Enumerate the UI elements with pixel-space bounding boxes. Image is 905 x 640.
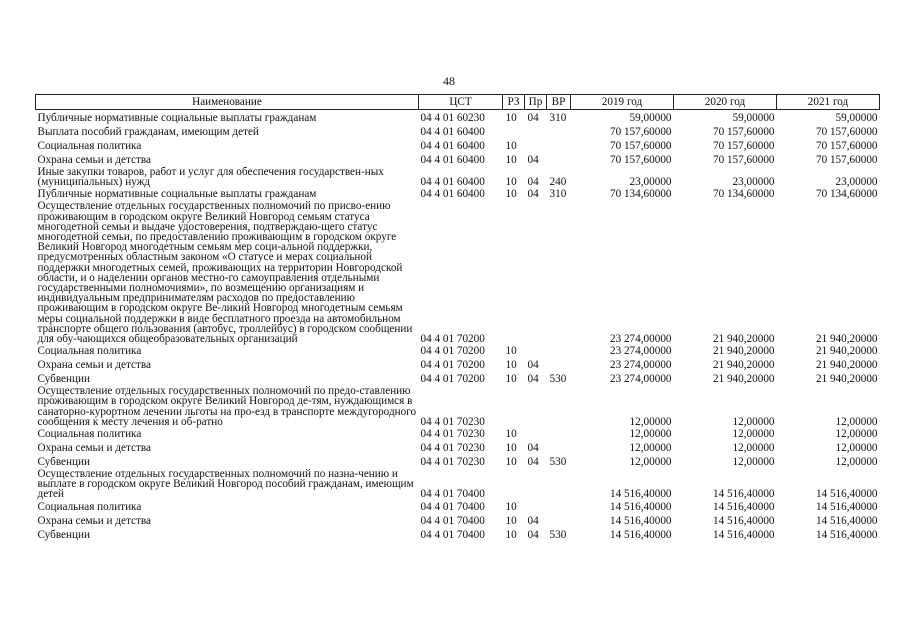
- cell-2021: 21 940,20000: [815, 333, 878, 346]
- cell-name: Осуществление отдельных государственных полномочий по назна-чению и выплате в городском округе Великий Новгород пособий гражданам, имеющим детей: [37, 468, 414, 501]
- cell-2021: 23,00000: [835, 176, 878, 189]
- cell-rz: 10: [505, 140, 517, 152]
- cell-cst: 04 4 01 70230: [420, 442, 485, 455]
- cell-name: Субвенции: [37, 373, 90, 386]
- cell-rz: 10: [505, 345, 517, 358]
- cell-name: Публичные нормативные социальные выплаты гражданам: [37, 112, 317, 124]
- cell-cst: 04 4 01 60400: [420, 140, 485, 152]
- table-row: [36, 344, 880, 358]
- cell-2020: 70 157,60000: [712, 126, 775, 138]
- cell-cst: 04 4 01 70200: [420, 373, 485, 386]
- cell-pr: 04: [527, 528, 539, 541]
- header-pr: Пр: [525, 95, 547, 110]
- table-header-row: [36, 95, 880, 110]
- cell-rz: [503, 469, 525, 500]
- cell-rz: 10: [505, 442, 517, 455]
- cell-2020: 14 516,40000: [712, 528, 775, 541]
- cell-rz: 10: [505, 112, 517, 124]
- header-rz: РЗ: [503, 95, 525, 110]
- table-row: [36, 469, 880, 500]
- cell-name: Осуществление отдельных государственных полномочий по присво-ению проживающим в городском округе Великий Новгород семьям статуса многодетной семьи и выдаче удостоверения, подтверждаю-щего статус многодетной семьи, по предоставлению проживающим в городском округе Великий Новгород многодетным семьям мер соци-альной поддержки, предусмотренных областным законом «О статусе и мерах социальной поддержки многодетных семей, проживающих на территории Новгородской области, и о наделении органов местно-го самоуправления отдельными государственными полномочиями», по возмещению организациям и индивидуальным предпринимателям расходов по предоставлению проживающим в городском округе Ве-ликий Новгород многодетным семьям меры социальной поддержки в виде бесплатного проезда на автомобильном транспорте общего пользования (автобус, троллейбус) в городском сообщении для обу-чающихся общеобразовательных организаций: [37, 200, 413, 346]
- table-row: [36, 427, 880, 441]
- cell-2020: 59,00000: [732, 112, 775, 124]
- cell-cst: 04 4 01 60400: [420, 176, 485, 189]
- cell-pr: 04: [527, 176, 539, 189]
- cell-rz: 10: [505, 428, 517, 441]
- cell-vr: [547, 500, 571, 514]
- cell-cst: 04 4 01 70400: [420, 514, 485, 527]
- cell-2021: 70 157,60000: [815, 126, 878, 138]
- cell-pr: 04: [527, 514, 539, 527]
- table-row: [36, 125, 880, 139]
- cell-pr: [525, 427, 547, 441]
- cell-name: Охрана семьи и детства: [37, 514, 151, 527]
- cell-vr: [547, 386, 571, 427]
- cell-pr: [525, 500, 547, 514]
- cell-2019: 70 157,60000: [609, 140, 672, 152]
- cell-pr: 04: [527, 112, 539, 124]
- cell-rz: 10: [505, 176, 517, 189]
- cell-2020: 70 134,60000: [712, 188, 775, 201]
- table-row: [36, 358, 880, 372]
- cell-name: Публичные нормативные социальные выплаты гражданам: [37, 188, 317, 201]
- cell-rz: [503, 125, 525, 139]
- cell-cst: 04 4 01 70230: [420, 415, 485, 428]
- table-row: [36, 153, 880, 167]
- cell-pr: 04: [527, 188, 539, 201]
- cell-2019: 14 516,40000: [609, 488, 672, 501]
- table-row: [36, 110, 880, 126]
- cell-name: Субвенции: [37, 456, 90, 469]
- table-row: [36, 167, 880, 187]
- cell-2019: 14 516,40000: [609, 514, 672, 527]
- cell-name: Выплата пособий гражданам, имеющим детей: [37, 126, 259, 138]
- cell-vr: [547, 358, 571, 372]
- cell-rz: 10: [505, 188, 517, 201]
- cell-vr: [547, 139, 571, 153]
- table-row: [36, 500, 880, 514]
- cell-2020: 12,00000: [732, 415, 775, 428]
- cell-pr: 04: [527, 154, 539, 166]
- cell-2020: 21 940,20000: [712, 333, 775, 346]
- cell-vr: 310: [549, 112, 567, 124]
- header-vr: ВР: [547, 95, 571, 110]
- cell-2021: 14 516,40000: [815, 488, 878, 501]
- cell-cst: 04 4 01 70400: [420, 528, 485, 541]
- header-name: Наименование: [36, 95, 419, 110]
- cell-cst: 04 4 01 70400: [420, 488, 485, 501]
- table-row: [36, 441, 880, 455]
- cell-vr: [547, 469, 571, 500]
- cell-vr: [547, 514, 571, 528]
- cell-vr: 530: [549, 528, 567, 541]
- cell-name: Охрана семьи и детства: [37, 442, 151, 455]
- cell-cst: 04 4 01 70200: [420, 359, 485, 372]
- cell-rz: 10: [505, 500, 517, 513]
- cell-2021: 12,00000: [835, 456, 878, 469]
- cell-cst: 04 4 01 70200: [420, 333, 485, 346]
- page-number: 48: [443, 74, 455, 88]
- cell-cst: 04 4 01 60400: [420, 154, 485, 166]
- cell-2019: 12,00000: [629, 428, 672, 441]
- cell-rz: [503, 201, 525, 344]
- cell-2021: 70 157,60000: [815, 154, 878, 166]
- cell-2020: 21 940,20000: [712, 345, 775, 358]
- cell-2020: 12,00000: [732, 456, 775, 469]
- cell-2020: 12,00000: [732, 428, 775, 441]
- cell-rz: 10: [505, 154, 517, 166]
- cell-pr: 04: [527, 456, 539, 469]
- table-row: [36, 514, 880, 528]
- cell-2020: 12,00000: [732, 442, 775, 455]
- cell-2019: 59,00000: [629, 112, 672, 124]
- cell-2021: 12,00000: [835, 415, 878, 428]
- cell-name: Социальная политика: [37, 428, 142, 441]
- cell-2019: 12,00000: [629, 415, 672, 428]
- table-row: [36, 139, 880, 153]
- table-row: [36, 372, 880, 386]
- cell-vr: 240: [549, 176, 567, 189]
- cell-2019: 23 274,00000: [609, 359, 672, 372]
- cell-2020: 23,00000: [732, 176, 775, 189]
- cell-name: Иные закупки товаров, работ и услуг для обеспечения государствен-ных (муниципальных) нужд: [37, 166, 384, 189]
- cell-pr: [525, 125, 547, 139]
- cell-pr: 04: [527, 359, 539, 372]
- cell-pr: [525, 344, 547, 358]
- cell-vr: [547, 125, 571, 139]
- cell-2021: 12,00000: [835, 442, 878, 455]
- cell-2019: 23,00000: [629, 176, 672, 189]
- cell-name: Социальная политика: [37, 500, 142, 513]
- table-row: [36, 455, 880, 469]
- cell-2019: 23 274,00000: [609, 333, 672, 346]
- cell-pr: [525, 469, 547, 500]
- cell-2019: 14 516,40000: [609, 500, 672, 513]
- cell-rz: 10: [505, 373, 517, 386]
- cell-cst: 04 4 01 60400: [420, 188, 485, 201]
- cell-2020: 70 157,60000: [712, 154, 775, 166]
- cell-rz: [503, 386, 525, 427]
- cell-pr: 04: [527, 442, 539, 455]
- cell-name: Осуществление отдельных государственных полномочий по предо-ставлению проживающим в городском округе Великий Новгород де-тям, нуждающимся в санаторно-курортном лечении льготы на про-езд в транспорте междугородного сообщения к месту лечения и об-ратно: [37, 385, 417, 428]
- cell-pr: 04: [527, 373, 539, 386]
- cell-2020: 14 516,40000: [712, 514, 775, 527]
- cell-rz: 10: [505, 456, 517, 469]
- cell-cst: 04 4 01 70230: [420, 456, 485, 469]
- cell-vr: [547, 344, 571, 358]
- table-row: [36, 386, 880, 427]
- cell-2021: 21 940,20000: [815, 359, 878, 372]
- cell-pr: [525, 139, 547, 153]
- cell-cst: 04 4 01 60230: [420, 112, 485, 124]
- cell-pr: [525, 386, 547, 427]
- cell-2019: 12,00000: [629, 456, 672, 469]
- cell-2021: 21 940,20000: [815, 373, 878, 386]
- budget-table: [35, 94, 880, 542]
- cell-name: Социальная политика: [37, 345, 142, 358]
- cell-name: Субвенции: [37, 528, 90, 541]
- cell-2019: 12,00000: [629, 442, 672, 455]
- table-row: [36, 201, 880, 344]
- cell-2019: 70 157,60000: [609, 154, 672, 166]
- cell-cst: 04 4 01 70230: [420, 428, 485, 441]
- cell-cst: 04 4 01 70200: [420, 345, 485, 358]
- cell-2021: 70 157,60000: [815, 140, 878, 152]
- cell-2019: 23 274,00000: [609, 345, 672, 358]
- header-cst: ЦСТ: [419, 95, 503, 110]
- cell-name: Социальная политика: [37, 140, 142, 152]
- cell-vr: 530: [549, 456, 567, 469]
- cell-2021: 14 516,40000: [815, 514, 878, 527]
- cell-vr: 530: [549, 373, 567, 386]
- cell-2021: 21 940,20000: [815, 345, 878, 358]
- cell-2019: 23 274,00000: [609, 373, 672, 386]
- cell-2020: 14 516,40000: [712, 500, 775, 513]
- cell-2020: 21 940,20000: [712, 359, 775, 372]
- table-body: [36, 110, 880, 542]
- header-2020: 2020 год: [674, 95, 777, 110]
- cell-vr: [547, 441, 571, 455]
- cell-2021: 59,00000: [835, 112, 878, 124]
- table-row: [36, 528, 880, 542]
- cell-2021: 14 516,40000: [815, 500, 878, 513]
- cell-2021: 70 134,60000: [815, 188, 878, 201]
- cell-2020: 21 940,20000: [712, 373, 775, 386]
- cell-vr: [547, 201, 571, 344]
- cell-name: Охрана семьи и детства: [37, 154, 151, 166]
- cell-vr: [547, 153, 571, 167]
- cell-2021: 14 516,40000: [815, 528, 878, 541]
- cell-rz: 10: [505, 359, 517, 372]
- table-row: [36, 187, 880, 201]
- cell-rz: 10: [505, 514, 517, 527]
- cell-2019: 70 157,60000: [609, 126, 672, 138]
- cell-cst: 04 4 01 60400: [420, 126, 485, 138]
- cell-2020: 14 516,40000: [712, 488, 775, 501]
- cell-cst: 04 4 01 70400: [420, 500, 485, 513]
- cell-rz: 10: [505, 528, 517, 541]
- cell-vr: [547, 427, 571, 441]
- cell-2020: 70 157,60000: [712, 140, 775, 152]
- cell-2021: 12,00000: [835, 428, 878, 441]
- cell-2019: 70 134,60000: [609, 188, 672, 201]
- cell-2019: 14 516,40000: [609, 528, 672, 541]
- cell-name: Охрана семьи и детства: [37, 359, 151, 372]
- cell-pr: [525, 201, 547, 344]
- header-2019: 2019 год: [571, 95, 674, 110]
- header-2021: 2021 год: [777, 95, 880, 110]
- cell-vr: 310: [549, 188, 567, 201]
